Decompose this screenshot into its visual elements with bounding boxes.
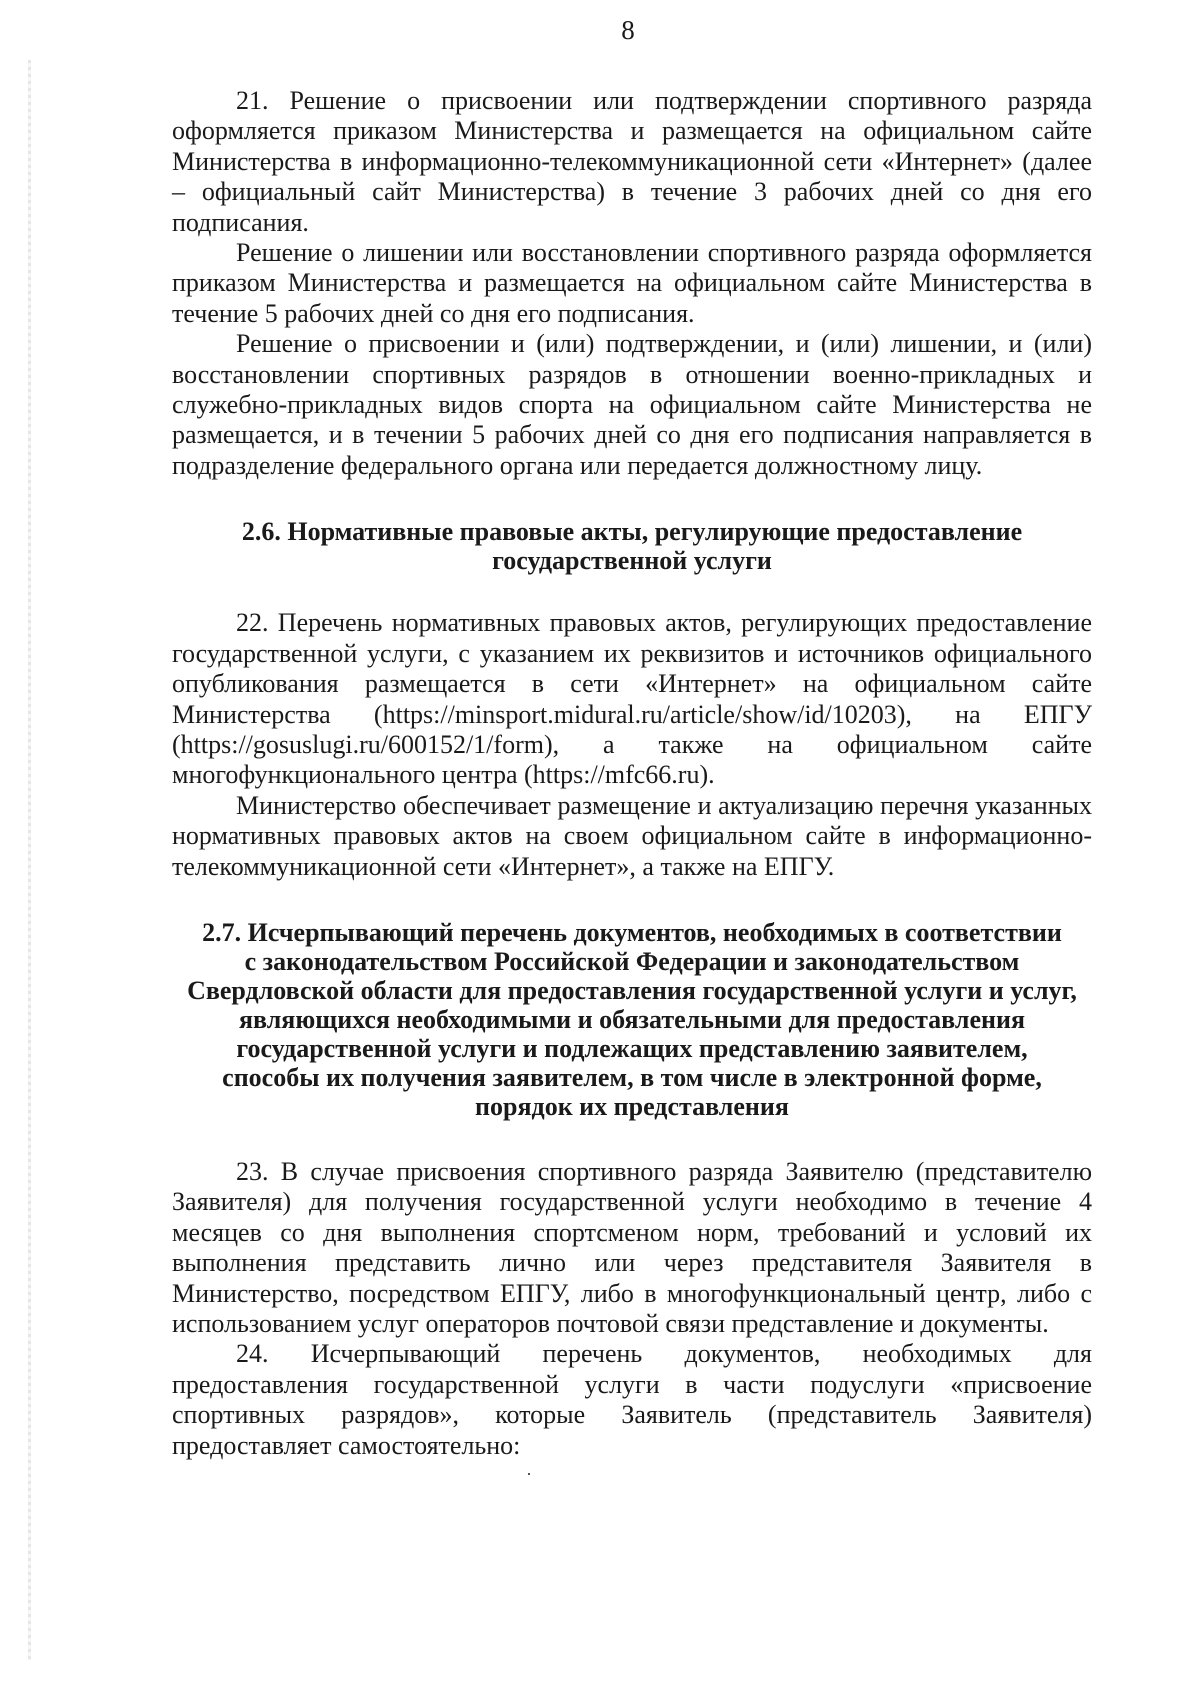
document-body xyxy=(172,86,1092,1461)
paragraph-22: 22. Перечень нормативных правовых актов, регулирующих предоставление государственной услуги, с указанием их реквизитов и источников официального опубликования размещается в сети «Интернет» на официальном сайте Министерства (https://minsport.midural.ru/article/show/id/10203), на ЕПГУ (https://gosuslugi.ru/600152/1/form), а также на официальном сайте многофункционального центра (https://mfc66.ru). xyxy=(172,608,1092,790)
heading-line: способы их получения заявителем, в том числе в электронной форме, xyxy=(222,1062,1042,1092)
paragraph-21-deprivation: Решение о лишении или восстановлении спортивного разряда оформляется приказом Министерства и размещается на официальном сайте Министерства в течение 5 рабочих дней со дня его подписания. xyxy=(172,238,1092,328)
section-2-6-body xyxy=(172,608,1092,882)
paragraph-22-ministry: Министерство обеспечивает размещение и актуализацию перечня указанных нормативных правовых актов на своем официальном сайте в информационно-телекоммуникационной сети «Интернет», а также на ЕПГУ. xyxy=(172,790,1092,881)
paragraph-21: 21. Решение о присвоении или подтверждении спортивного разряда оформляется приказом Министерства и размещается на официальном сайте Министерства в информационно-телекоммуникационной сети «Интернет» (далее – официальный сайт Министерства) в течение 3 рабочих дней со дня его подписания. xyxy=(172,86,1092,237)
heading-line: 2.7. Исчерпывающий перечень документов, необходимых в соответствии xyxy=(202,917,1062,947)
heading-line: Свердловской области для предоставления государственной услуги и услуг, xyxy=(187,975,1077,1005)
paragraph-23: 23. В случае присвоения спортивного разряда Заявителю (представителю Заявителя) для получения государственной услуги необходимо в течение 4 месяцев со дня выполнения спортсменом норм, требований и условий их выполнения представить лично или через представителя Заявителя в Министерство, посредством ЕПГУ, либо в многофункциональный центр, либо с использованием услуг операторов почтовой связи представление и документы. xyxy=(172,1156,1092,1338)
section-heading-2-6 xyxy=(172,517,1092,575)
scan-speck xyxy=(528,1473,530,1475)
heading-line: порядок их представления xyxy=(475,1091,789,1121)
heading-line: государственной услуги xyxy=(492,546,772,576)
paragraph-24: 24. Исчерпывающий перечень документов, необходимых для предоставления государственной услуги в части подуслуги «присвоение спортивных разрядов», которые Заявитель (представитель Заявителя) предоставляет самостоятельно: xyxy=(172,1339,1092,1460)
section-2-7-body xyxy=(172,1157,1092,1461)
heading-line: с законодательством Российской Федерации и законодательством xyxy=(244,946,1020,976)
heading-line: 2.6. Нормативные правовые акты, регулирующие предоставление xyxy=(241,517,1023,547)
heading-line: государственной услуги и подлежащих представлению заявителем, xyxy=(236,1033,1028,1063)
scan-edge-artifact xyxy=(28,60,31,1660)
page-number: 8 xyxy=(621,15,635,45)
paragraph-21-military: Решение о присвоении и (или) подтверждении, и (или) лишении, и (или) восстановлении спортивных разрядов в отношении военно-прикладных и служебно-прикладных видов спорта на официальном сайте Министерства не размещается, и в течении 5 рабочих дней со дня его подписания направляется в подразделение федерального органа или передается должностному лицу. xyxy=(172,329,1092,480)
heading-line: являющихся необходимыми и обязательными для предоставления xyxy=(238,1004,1026,1034)
section-heading-2-7 xyxy=(172,918,1092,1121)
